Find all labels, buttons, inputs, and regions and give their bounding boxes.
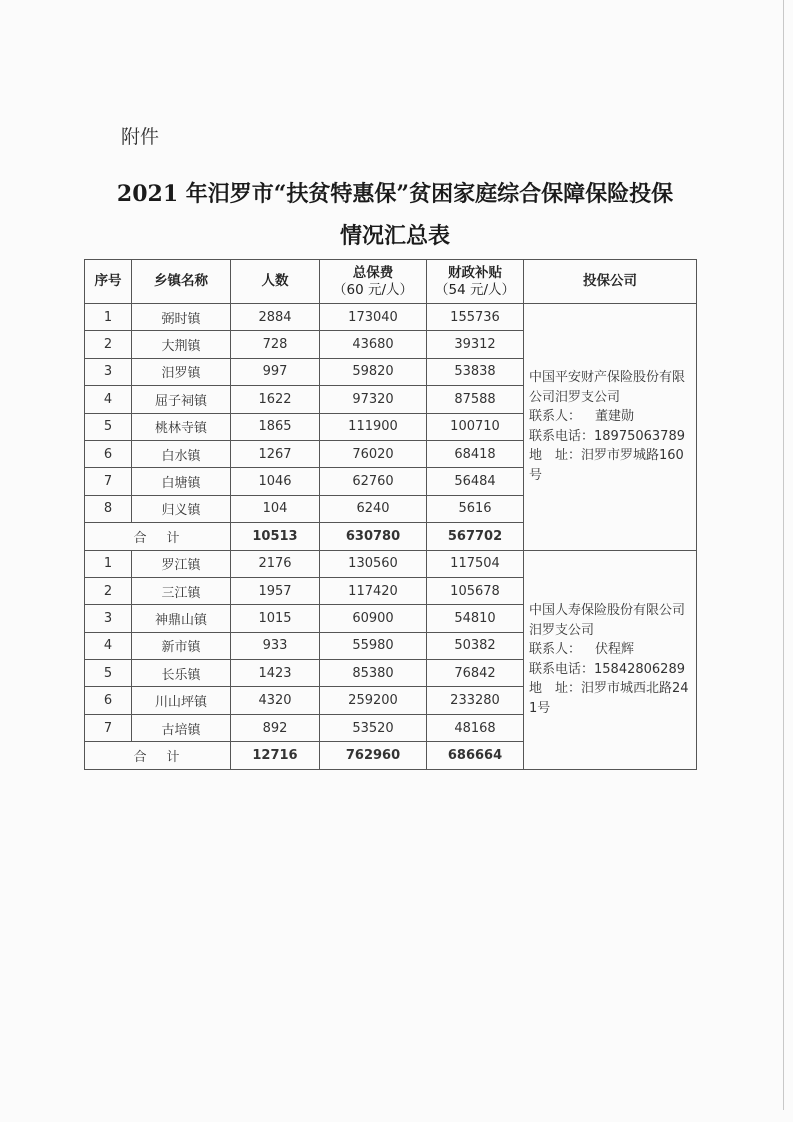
row-subsidy-cell: 76842 xyxy=(427,660,524,687)
header-premium-unit: （60 元/人） xyxy=(332,281,414,298)
row-subsidy-cell: 233280 xyxy=(427,687,524,714)
header-premium xyxy=(320,260,427,304)
row-people-cell: 4320 xyxy=(231,687,320,714)
table-row xyxy=(85,304,697,331)
row-people-cell: 2176 xyxy=(231,550,320,577)
row-town-cell: 长乐镇 xyxy=(132,660,231,687)
row-people-cell: 997 xyxy=(231,358,320,385)
row-town-cell: 罗江镇 xyxy=(132,550,231,577)
row-premium-cell: 60900 xyxy=(320,605,427,632)
document-title-line-1: 2021 年汨罗市“扶贫特惠保”贫困家庭综合保障保险投保 xyxy=(116,181,674,207)
attachment-label: 附件 xyxy=(121,126,160,148)
row-no-cell: 4 xyxy=(85,386,132,413)
row-subsidy-cell: 53838 xyxy=(427,358,524,385)
row-no-cell: 6 xyxy=(85,440,132,467)
insurer-phone xyxy=(529,660,692,680)
row-premium-cell: 55980 xyxy=(320,632,427,659)
header-people: 人数 xyxy=(231,260,320,304)
insurer-contact-value: 伏程辉 xyxy=(595,642,635,658)
insurer-contact-value: 董建勋 xyxy=(595,409,635,425)
insurer-address-label: 地 址： xyxy=(529,681,582,697)
row-town-cell: 三江镇 xyxy=(132,577,231,604)
row-town-cell: 新市镇 xyxy=(132,632,231,659)
table-header-row xyxy=(85,260,697,304)
row-town-cell: 桃林寺镇 xyxy=(132,413,231,440)
row-premium-cell: 130560 xyxy=(320,550,427,577)
row-subsidy-cell: 39312 xyxy=(427,331,524,358)
row-premium-cell: 97320 xyxy=(320,386,427,413)
row-people-cell: 933 xyxy=(231,632,320,659)
row-subsidy-cell: 105678 xyxy=(427,577,524,604)
row-people-cell: 1622 xyxy=(231,386,320,413)
table-body xyxy=(85,304,697,770)
row-premium-cell: 62760 xyxy=(320,468,427,495)
row-no-cell: 8 xyxy=(85,495,132,522)
row-no-cell: 3 xyxy=(85,358,132,385)
row-premium-cell: 43680 xyxy=(320,331,427,358)
row-premium-cell: 6240 xyxy=(320,495,427,522)
row-town-cell: 汨罗镇 xyxy=(132,358,231,385)
row-town-cell: 神鼎山镇 xyxy=(132,605,231,632)
row-people-cell: 1957 xyxy=(231,577,320,604)
row-people-cell: 1015 xyxy=(231,605,320,632)
total-people-cell: 12716 xyxy=(231,742,320,769)
header-no: 序号 xyxy=(85,260,132,304)
insurer-contact xyxy=(529,407,692,427)
document-title-line-2: 情况汇总表 xyxy=(339,223,450,249)
row-no-cell: 5 xyxy=(85,660,132,687)
scan-fold-line xyxy=(783,0,784,1110)
header-company: 投保公司 xyxy=(524,260,697,304)
row-subsidy-cell: 87588 xyxy=(427,386,524,413)
total-label: 合计 xyxy=(85,523,231,550)
row-people-cell: 1267 xyxy=(231,440,320,467)
insurer-phone-value: 18975063789 xyxy=(594,428,685,444)
insurer-contact-label: 联系人： xyxy=(529,642,582,658)
insurer-phone-value: 15842806289 xyxy=(594,661,685,677)
total-premium-cell: 762960 xyxy=(320,742,427,769)
row-town-cell: 屈子祠镇 xyxy=(132,386,231,413)
row-subsidy-cell: 56484 xyxy=(427,468,524,495)
row-subsidy-cell: 50382 xyxy=(427,632,524,659)
insurer-contact xyxy=(529,640,692,660)
row-subsidy-cell: 5616 xyxy=(427,495,524,522)
row-people-cell: 104 xyxy=(231,495,320,522)
row-subsidy-cell: 54810 xyxy=(427,605,524,632)
header-premium-title: 总保费 xyxy=(352,264,394,281)
row-subsidy-cell: 117504 xyxy=(427,550,524,577)
row-people-cell: 1865 xyxy=(231,413,320,440)
row-subsidy-cell: 48168 xyxy=(427,714,524,741)
header-subsidy xyxy=(427,260,524,304)
header-subsidy-unit: （54 元/人） xyxy=(434,281,516,298)
row-no-cell: 1 xyxy=(85,550,132,577)
row-no-cell: 4 xyxy=(85,632,132,659)
row-premium-cell: 53520 xyxy=(320,714,427,741)
row-town-cell: 川山坪镇 xyxy=(132,687,231,714)
insurer-phone-label: 联系电话： xyxy=(529,428,595,444)
row-town-cell: 白水镇 xyxy=(132,440,231,467)
total-premium-cell: 630780 xyxy=(320,523,427,550)
row-no-cell: 7 xyxy=(85,714,132,741)
table-row xyxy=(85,550,697,577)
insurer-address-label: 地 址： xyxy=(529,448,582,464)
insurer-address xyxy=(529,679,692,718)
total-subsidy-cell: 686664 xyxy=(427,742,524,769)
insurer-phone-label: 联系电话： xyxy=(529,661,595,677)
row-subsidy-cell: 100710 xyxy=(427,413,524,440)
insurer-address xyxy=(529,446,692,485)
row-premium-cell: 111900 xyxy=(320,413,427,440)
row-no-cell: 2 xyxy=(85,577,132,604)
insurer-phone xyxy=(529,427,692,447)
insurer-company-cell xyxy=(524,550,697,769)
row-no-cell: 3 xyxy=(85,605,132,632)
row-premium-cell: 259200 xyxy=(320,687,427,714)
row-town-cell: 弼时镇 xyxy=(132,304,231,331)
row-town-cell: 白塘镇 xyxy=(132,468,231,495)
row-premium-cell: 85380 xyxy=(320,660,427,687)
row-premium-cell: 76020 xyxy=(320,440,427,467)
insurer-name: 中国人寿保险股份有限公司汨罗支公司 xyxy=(529,603,686,638)
row-no-cell: 5 xyxy=(85,413,132,440)
header-town: 乡镇名称 xyxy=(132,260,231,304)
total-label: 合计 xyxy=(85,742,231,769)
row-premium-cell: 173040 xyxy=(320,304,427,331)
row-people-cell: 2884 xyxy=(231,304,320,331)
row-premium-cell: 59820 xyxy=(320,358,427,385)
row-town-cell: 归义镇 xyxy=(132,495,231,522)
row-subsidy-cell: 68418 xyxy=(427,440,524,467)
insurer-contact-label: 联系人： xyxy=(529,409,582,425)
insurance-summary-table xyxy=(84,259,697,770)
row-people-cell: 1423 xyxy=(231,660,320,687)
row-no-cell: 6 xyxy=(85,687,132,714)
row-no-cell: 1 xyxy=(85,304,132,331)
insurer-address-value: 汨罗市城西北路241号 xyxy=(529,681,689,716)
insurer-name: 中国平安财产保险股份有限公司汨罗支公司 xyxy=(529,370,686,405)
row-subsidy-cell: 155736 xyxy=(427,304,524,331)
row-people-cell: 728 xyxy=(231,331,320,358)
row-town-cell: 大荆镇 xyxy=(132,331,231,358)
row-premium-cell: 117420 xyxy=(320,577,427,604)
insurer-address-value: 汨罗市罗城路160号 xyxy=(529,448,684,483)
row-no-cell: 2 xyxy=(85,331,132,358)
row-town-cell: 古培镇 xyxy=(132,714,231,741)
row-no-cell: 7 xyxy=(85,468,132,495)
total-subsidy-cell: 567702 xyxy=(427,523,524,550)
row-people-cell: 1046 xyxy=(231,468,320,495)
total-people-cell: 10513 xyxy=(231,523,320,550)
row-people-cell: 892 xyxy=(231,714,320,741)
insurer-company-cell xyxy=(524,304,697,551)
header-subsidy-title: 财政补贴 xyxy=(448,264,502,281)
